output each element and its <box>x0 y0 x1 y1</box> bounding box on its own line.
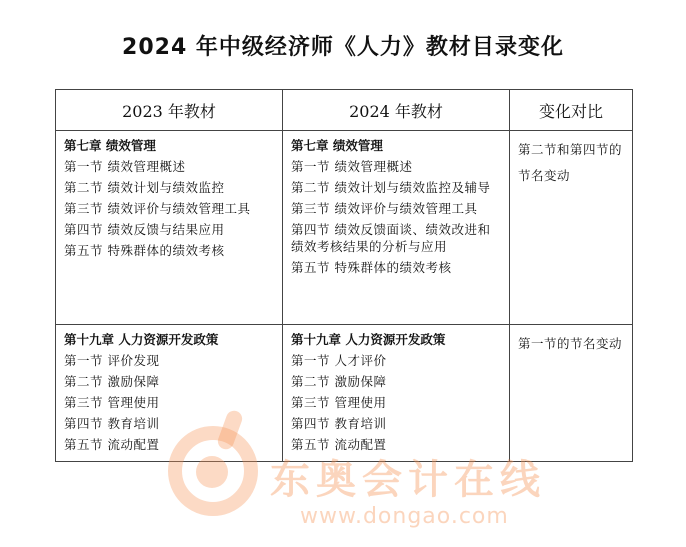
section-item: 第五节 流动配置 <box>291 437 387 452</box>
change-note: 第一节的节名变动 <box>518 336 623 351</box>
watermark-url: www.dongao.com <box>300 504 509 529</box>
section-item: 第四节 绩效反馈面谈、绩效改进和绩效考核结果的分析与应用 <box>291 222 491 254</box>
header-2023: 2023 年教材 <box>56 90 283 131</box>
chapter-title: 第十九章 人力资源开发政策 <box>291 332 446 347</box>
chapter-title: 第七章 绩效管理 <box>64 138 156 153</box>
watermark-brand: 东奥会计在线 <box>270 457 546 503</box>
cell-2024-ch7 <box>283 131 510 325</box>
cell-change-ch7 <box>510 131 633 325</box>
section-item: 第一节 评价发现 <box>64 353 160 368</box>
section-item: 第三节 绩效评价与绩效管理工具 <box>64 201 251 216</box>
comparison-table <box>55 89 633 462</box>
header-2024: 2024 年教材 <box>283 90 510 131</box>
section-item: 第四节 教育培训 <box>291 416 387 431</box>
section-item: 第三节 管理使用 <box>291 395 387 410</box>
chapter-title: 第七章 绩效管理 <box>291 138 383 153</box>
section-item: 第四节 教育培训 <box>64 416 160 431</box>
change-note: 第二节和第四节的节名变动 <box>518 142 623 183</box>
cell-change-ch19 <box>510 325 633 462</box>
section-item: 第五节 特殊群体的绩效考核 <box>291 260 452 275</box>
section-item: 第三节 绩效评价与绩效管理工具 <box>291 201 478 216</box>
section-item: 第一节 绩效管理概述 <box>291 159 413 174</box>
section-item: 第五节 流动配置 <box>64 437 160 452</box>
page-title: 2024 年中级经济师《人力》教材目录变化 <box>122 35 564 60</box>
table-header-row <box>56 90 633 131</box>
section-item: 第三节 管理使用 <box>64 395 160 410</box>
table-row <box>56 131 633 325</box>
header-change: 变化对比 <box>510 90 633 131</box>
cell-2024-ch19 <box>283 325 510 462</box>
section-item: 第二节 绩效计划与绩效监控及辅导 <box>291 180 491 195</box>
watermark-dot-icon <box>196 456 228 488</box>
chapter-title: 第十九章 人力资源开发政策 <box>64 332 219 347</box>
cell-2023-ch7 <box>56 131 283 325</box>
section-item: 第一节 绩效管理概述 <box>64 159 186 174</box>
section-item: 第二节 激励保障 <box>291 374 387 389</box>
section-item: 第四节 绩效反馈与结果应用 <box>64 222 225 237</box>
section-item: 第二节 绩效计划与绩效监控 <box>64 180 225 195</box>
section-item: 第五节 特殊群体的绩效考核 <box>64 243 225 258</box>
cell-2023-ch19 <box>56 325 283 462</box>
table-row <box>56 325 633 462</box>
section-item: 第一节 人才评价 <box>291 353 387 368</box>
section-item: 第二节 激励保障 <box>64 374 160 389</box>
